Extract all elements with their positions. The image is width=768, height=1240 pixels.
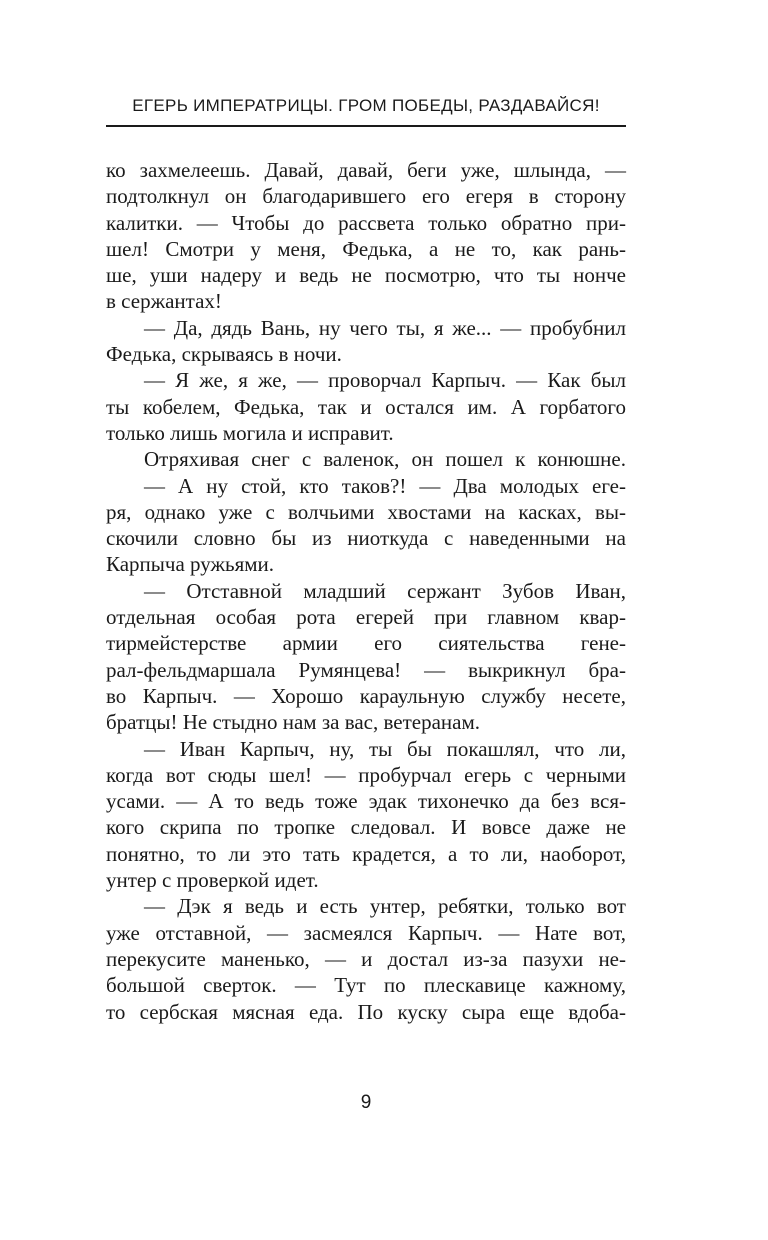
text-line: в сержантах!: [106, 289, 222, 314]
text-line: — Да, дядь Вань, ну чего ты, я же... — пробубнил: [144, 315, 626, 340]
text-line: уже отставной, — засмеялся Карпыч. — Нате вот,: [106, 920, 626, 945]
text-line: ря, однако уже с волчьими хвостами на касках, вы-: [106, 499, 626, 524]
text-line: понятно, то ли это тать крадется, а то ли, наоборот,: [106, 841, 626, 866]
text-line: — Я же, я же, — проворчал Карпыч. — Как был: [144, 368, 626, 393]
text-line: Карпыча ружьями.: [106, 552, 274, 577]
text-line: во Карпыч. — Хорошо караульную службу несете,: [106, 683, 626, 708]
text-line: большой сверток. — Тут по плескавице кажному,: [106, 973, 626, 998]
text-line: подтолкнул он благодарившего его егеря в сторону: [106, 184, 626, 209]
text-line: — Отставной младший сержант Зубов Иван,: [144, 578, 626, 603]
text-line: Отряхивая снег с валенок, он пошел к конюшне.: [144, 447, 626, 472]
text-line: унтер с проверкой идет.: [106, 868, 319, 893]
text-line: братцы! Не стыдно нам за вас, ветеранам.: [106, 710, 481, 735]
text-line: ко захмелеешь. Давай, давай, беги уже, шлында, —: [106, 158, 626, 182]
text-line: ше, уши надеру и ведь не посмотрю, что ты нонче: [106, 263, 626, 288]
text-line: Федька, скрываясь в ночи.: [106, 342, 342, 367]
text-line: то сербская мясная еда. По куску сыра еще вдоба-: [106, 999, 626, 1024]
text-line: отдельная особая рота егерей при главном квар-: [106, 605, 626, 630]
text-line: тирмейстерстве армии его сиятельства гене-: [106, 631, 626, 656]
text-line: только лишь могила и исправит.: [106, 420, 394, 445]
text-line: рал-фельдмаршала Румянцева! — выкрикнул бра-: [106, 657, 626, 682]
text-line: шел! Смотри у меня, Федька, а не то, как рань-: [106, 236, 626, 261]
text-line: ты кобелем, Федька, так и остался им. А горбатого: [106, 394, 626, 419]
header-rule: [106, 125, 626, 127]
page-number: 9: [360, 1092, 372, 1113]
text-line: когда вот сюды шел! — пробурчал егерь с черными: [106, 762, 626, 787]
text-line: перекусите маненько, — и достал из-за пазухи не-: [106, 946, 626, 971]
text-line: усами. — А то ведь тоже эдак тихонечко да без вся-: [106, 789, 626, 814]
running-header: ЕГЕРЬ ИМПЕРАТРИЦЫ. ГРОМ ПОБЕДЫ, РАЗДАВАЙСЯ!: [132, 96, 600, 115]
text-line: кого скрипа по тропке следовал. И вовсе даже не: [106, 815, 626, 840]
text-line: — Иван Карпыч, ну, ты бы покашлял, что ли,: [144, 736, 626, 761]
text-line: скочили словно бы из ниоткуда с наведенными на: [106, 526, 626, 551]
body-text: [106, 157, 626, 1025]
text-line: калитки. — Чтобы до рассвета только обратно при-: [106, 210, 626, 235]
text-line: — А ну стой, кто таков?! — Два молодых еге-: [144, 473, 626, 498]
text-line: — Дэк я ведь и есть унтер, ребятки, только вот: [144, 894, 626, 919]
